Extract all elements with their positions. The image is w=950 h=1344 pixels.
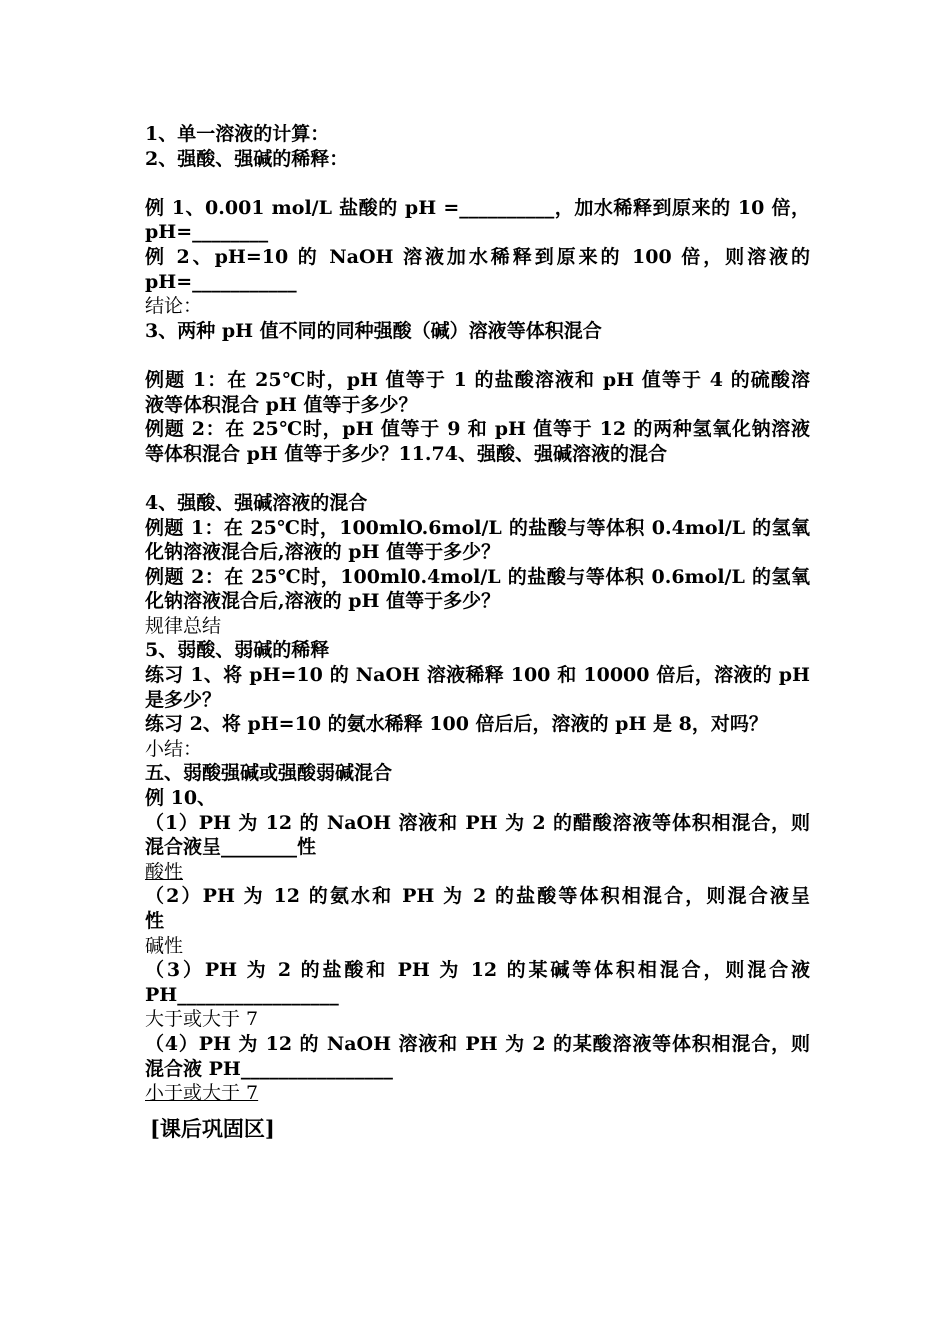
text-line: 练习 1、将 pH=10 的 NaOH 溶液稀释 100 和 10000 倍后，溶液的 pH [145,664,810,687]
text-line: 结论： [145,295,203,318]
text-line: 例 2、pH=10 的 NaOH 溶液加水稀释到原来的 100 倍，则溶液的 [145,245,810,268]
blank-line [145,343,810,368]
answer-line: 大于或大于 7 [145,1008,259,1031]
text-line: 是多少？ [145,688,222,711]
text-line: 例题 2：在 25℃时，pH 值等于 9 和 pH 值等于 12 的两种氢氧化钠溶液 [145,418,810,441]
text-line: pH=___________ [145,270,297,293]
text-line: 例 1、0.001 mol/L 盐酸的 pH =__________，加水稀释到原来的 10 倍， [145,196,810,219]
text-line: 性 [145,910,165,932]
text-line: 2、强酸、强碱的稀释： [145,147,349,170]
text-line: 小结： [145,737,203,760]
text-line: 混合液 PH________________ [145,1057,393,1080]
text-line: pH=________ [145,221,269,244]
answer-line: 碱性 [145,934,184,957]
text-line: 练习 2、将 pH=10 的氨水稀释 100 倍后后，溶液的 pH 是 8，对吗？ [145,713,768,736]
text-line: 化钠溶液混合后,溶液的 pH 值等于多少？ [145,541,501,564]
text-line: （3）PH 为 2 的盐酸和 PH 为 12 的某碱等体积相混合，则混合液 [145,959,810,982]
text-line: 混合液呈________性 [145,836,317,859]
text-line: PH_________________ [145,983,339,1006]
section-heading: [课后巩固区] [150,1115,275,1141]
answer-line: 小于或大于 7 [145,1082,259,1105]
blank-line [145,171,810,196]
text-line: 1、单一溶液的计算： [145,123,330,145]
text-line: （2）PH 为 12 的氨水和 PH 为 2 的盐酸等体积相混合，则混合液呈 [145,885,810,908]
text-line: 例题 1：在 25℃时，pH 值等于 1 的盐酸溶液和 pH 值等于 4 的硫酸溶 [145,368,810,391]
answer-line: 酸性 [145,860,184,883]
text-line: 3、两种 pH 值不同的同种强酸（碱）溶液等体积混合 [145,319,602,342]
text-line: 规律总结 [145,614,222,637]
text-line: （4）PH 为 12 的 NaOH 溶液和 PH 为 2 的某酸溶液等体积相混合，则 [145,1032,810,1055]
text-line: 化钠溶液混合后,溶液的 pH 值等于多少？ [145,590,501,613]
document-page [145,122,810,1144]
blank-line [145,466,810,491]
text-line: 例题 2：在 25℃时，100ml0.4mol/L 的盐酸与等体积 0.6mol/L 的氢氧 [145,565,810,588]
text-line: 五、弱酸强碱或强酸弱碱混合 [145,762,393,785]
text-line: 4、强酸、强碱溶液的混合 [145,491,368,514]
text-line: （1）PH 为 12 的 NaOH 溶液和 PH 为 2 的醋酸溶液等体积相混合，则 [145,811,810,834]
text-line: 例 10、 [145,787,217,810]
text-line: 例题 1：在 25℃时，100mlO.6mol/L 的盐酸与等体积 0.4mol/L 的氢氧 [145,516,810,539]
text-line: 液等体积混合 pH 值等于多少？ [145,393,418,416]
text-line: 5、弱酸、弱碱的稀释 [145,639,330,662]
text-line: 等体积混合 pH 值等于多少？11.74、强酸、强碱溶液的混合 [145,442,667,465]
